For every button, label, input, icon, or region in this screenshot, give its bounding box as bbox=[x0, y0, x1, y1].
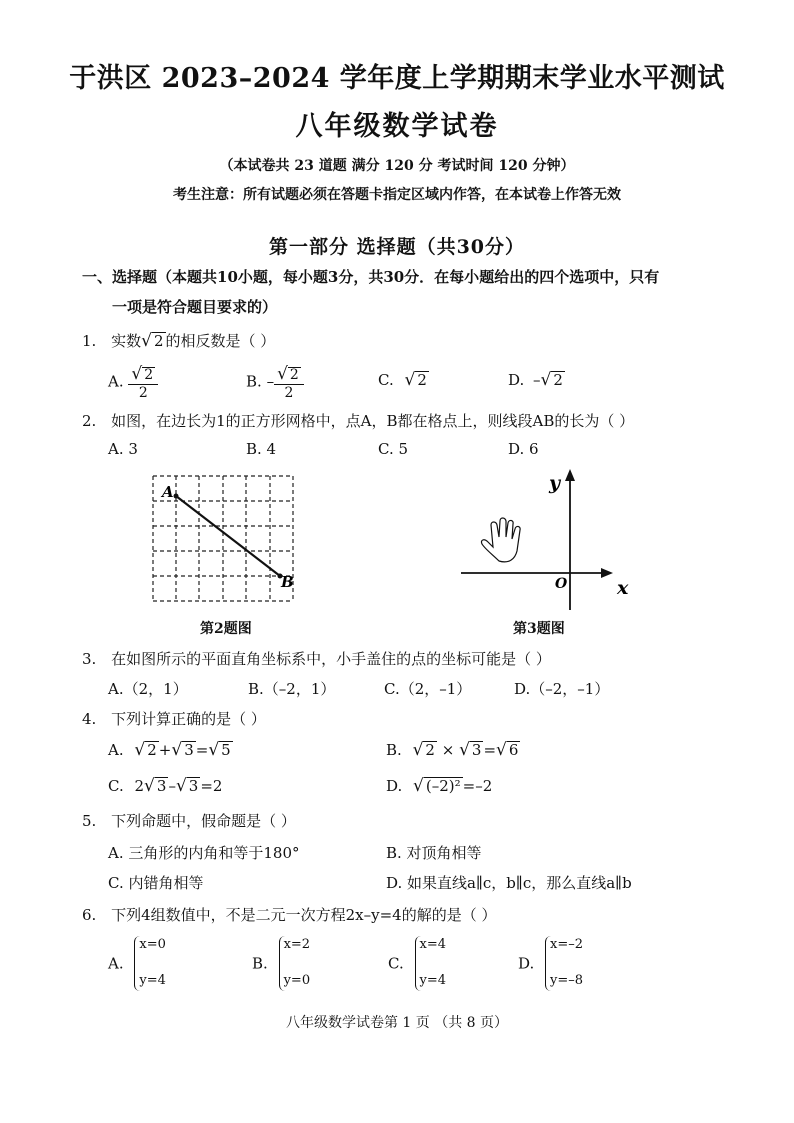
radicand: 2 bbox=[425, 741, 435, 759]
radicand: 3 bbox=[156, 777, 167, 795]
option-label: A. bbox=[108, 954, 124, 973]
x-arrow-icon bbox=[601, 568, 613, 578]
radicand: 2 bbox=[289, 367, 299, 383]
page-footer: 八年级数学试卷第 1 页 （共 8 页） bbox=[285, 1015, 509, 1031]
q2-option-b: B. 4 bbox=[246, 440, 277, 458]
radicand: 2 bbox=[553, 371, 563, 389]
section-heading: 一、选择题（本题共10小题，每小题3分，共30分．在每小题给出的四个选项中，只有 bbox=[82, 268, 660, 286]
option-label: C. bbox=[388, 954, 404, 973]
radicand: 3 bbox=[188, 777, 199, 795]
option-label: B. bbox=[246, 372, 262, 391]
y-arrow-icon bbox=[565, 469, 575, 481]
option-label: A. bbox=[108, 741, 124, 759]
exam-subtitle: 八年级数学试卷 bbox=[295, 111, 499, 142]
question-number: 2. bbox=[82, 412, 97, 430]
exam-notice: 考生注意：所有试题必须在答题卡指定区域内作答，在本试卷上作答无效 bbox=[173, 187, 621, 203]
eq-x: x=2 bbox=[283, 937, 311, 952]
q4-option-c: C. 2√ 3 –√ 3 =2 bbox=[108, 776, 223, 796]
question-1 bbox=[82, 330, 275, 351]
option-label: B. bbox=[386, 741, 402, 759]
q4-option-d: D. √ (–2)² =–2 bbox=[386, 776, 493, 796]
eq-y: y=4 bbox=[139, 973, 166, 989]
fraction bbox=[128, 364, 158, 401]
figure-3-caption: 第3题图 bbox=[513, 621, 565, 637]
option-label: D. bbox=[518, 954, 535, 973]
question-2 bbox=[82, 410, 634, 431]
question-text: 下列命题中，假命题是（ ） bbox=[111, 812, 296, 830]
q5-option-a: A. 三角形的内角和等于180° bbox=[108, 844, 300, 862]
y-axis-label: y bbox=[549, 472, 561, 494]
segment-ab bbox=[176, 496, 280, 576]
q3-option-c: C.（2，–1） bbox=[384, 680, 472, 698]
question-text: 在如图所示的平面直角坐标系中，小手盖住的点的坐标可能是（ ） bbox=[111, 650, 551, 668]
hand-icon bbox=[481, 518, 520, 562]
q5-option-d: D. 如果直线a∥c，b∥c，那么直线a∥b bbox=[386, 874, 632, 892]
q5-option-b: B. 对顶角相等 bbox=[386, 844, 482, 862]
denominator: 2 bbox=[284, 385, 294, 401]
eq-y: y=–8 bbox=[550, 973, 584, 989]
radicand: 2 bbox=[153, 332, 164, 350]
question-6 bbox=[82, 904, 497, 925]
radicand: 2 bbox=[147, 741, 157, 759]
eq-x: x=4 bbox=[419, 937, 446, 952]
exam-title: 于洪区 2023–2024 学年度上学期期末学业水平测试 bbox=[69, 63, 725, 94]
result: =–2 bbox=[462, 777, 493, 795]
q3-axes-figure bbox=[455, 465, 640, 615]
eq-y: y=0 bbox=[283, 973, 311, 989]
question-number: 6. bbox=[82, 906, 97, 924]
times-sign: × bbox=[436, 741, 460, 759]
radicand: 3 bbox=[184, 741, 194, 759]
question-number: 1. bbox=[82, 332, 97, 350]
question-text: 下列计算正确的是（ ） bbox=[111, 710, 266, 728]
q2-option-d: D. 6 bbox=[508, 440, 539, 458]
question-text: 下列4组数值中，不是二元一次方程2x–y=4的解的是（ ） bbox=[111, 906, 497, 924]
label-a: A bbox=[162, 483, 174, 501]
q3-option-a: A.（2，1） bbox=[108, 680, 188, 698]
q4-option-a: A. √ 2 +√ 3 =√ 5 bbox=[108, 740, 231, 760]
fraction bbox=[274, 364, 304, 401]
equation-system bbox=[279, 936, 311, 991]
eq-y: y=4 bbox=[419, 973, 447, 989]
question-number: 3. bbox=[82, 650, 97, 668]
radicand: (–2)² bbox=[425, 777, 461, 795]
part-title: 第一部分 选择题（共30分） bbox=[268, 236, 526, 258]
coefficient: 2 bbox=[134, 777, 145, 795]
eq-x: x=0 bbox=[139, 937, 166, 952]
question-number: 5. bbox=[82, 812, 97, 830]
option-label: B. bbox=[252, 954, 268, 973]
minus-sign: – bbox=[533, 371, 541, 389]
exam-info: （本试卷共 23 道题 满分 120 分 考试时间 120 分钟） bbox=[219, 158, 575, 174]
q1-option-a bbox=[108, 364, 158, 401]
radicand: 2 bbox=[144, 367, 154, 383]
question-text-cont: 的相反数是（ ） bbox=[165, 332, 276, 350]
option-label: D. bbox=[508, 371, 525, 389]
section-heading-cont: 一项是符合题目要求的） bbox=[112, 298, 278, 316]
question-4 bbox=[82, 708, 266, 729]
q4-option-b: B. √ 2 × √ 3 =√ 6 bbox=[386, 740, 519, 760]
radicand: 2 bbox=[417, 371, 427, 389]
q5-option-c: C. 内错角相等 bbox=[108, 874, 204, 892]
figure-2-caption: 第2题图 bbox=[200, 621, 252, 637]
result: =2 bbox=[200, 777, 223, 795]
equation-system bbox=[545, 936, 583, 991]
q1-option-c: C. √ 2 bbox=[378, 370, 427, 390]
numerator: √ 2 bbox=[128, 364, 158, 385]
q6-option-b bbox=[252, 936, 310, 991]
origin-label: O bbox=[555, 576, 568, 592]
label-b: B bbox=[281, 573, 294, 591]
q3-option-b: B.（–2，1） bbox=[248, 680, 336, 698]
equation-system bbox=[415, 936, 447, 991]
option-label: D. bbox=[386, 777, 403, 795]
radicand: 5 bbox=[221, 741, 231, 759]
minus-sign: – bbox=[168, 777, 176, 795]
plus-sign: + bbox=[158, 741, 172, 759]
question-text: 实数 bbox=[111, 332, 142, 350]
eq-x: x=–2 bbox=[550, 937, 584, 952]
equals-sign: = bbox=[483, 741, 497, 759]
q2-grid-figure bbox=[145, 470, 305, 610]
point-a bbox=[174, 494, 179, 499]
question-5 bbox=[82, 810, 296, 831]
question-number: 4. bbox=[82, 710, 97, 728]
numerator: √ 2 bbox=[274, 364, 304, 385]
minus-sign: – bbox=[266, 372, 275, 391]
option-label: C. bbox=[378, 371, 394, 389]
equation-system bbox=[134, 936, 166, 991]
x-axis-label: x bbox=[617, 577, 629, 599]
radicand: 3 bbox=[471, 741, 482, 759]
sqrt-sign: √ bbox=[141, 331, 152, 351]
question-3 bbox=[82, 648, 551, 669]
q6-option-c bbox=[388, 936, 446, 991]
q1-option-d: D. –√ 2 bbox=[508, 370, 563, 390]
q6-option-d bbox=[518, 936, 583, 991]
option-label: C. bbox=[108, 777, 124, 795]
radicand: 6 bbox=[508, 741, 519, 759]
q1-option-b bbox=[246, 364, 304, 401]
denominator: 2 bbox=[138, 385, 148, 401]
option-label: A. bbox=[108, 372, 124, 391]
q2-option-c: C. 5 bbox=[378, 440, 409, 458]
question-text: 如图，在边长为1的正方形网格中，点A，B都在格点上，则线段AB的长为（ ） bbox=[111, 412, 635, 430]
equals-sign: = bbox=[195, 741, 209, 759]
q6-option-a bbox=[108, 936, 166, 991]
q2-option-a: A. 3 bbox=[108, 440, 138, 458]
q3-option-d: D.（–2，–1） bbox=[514, 680, 610, 698]
